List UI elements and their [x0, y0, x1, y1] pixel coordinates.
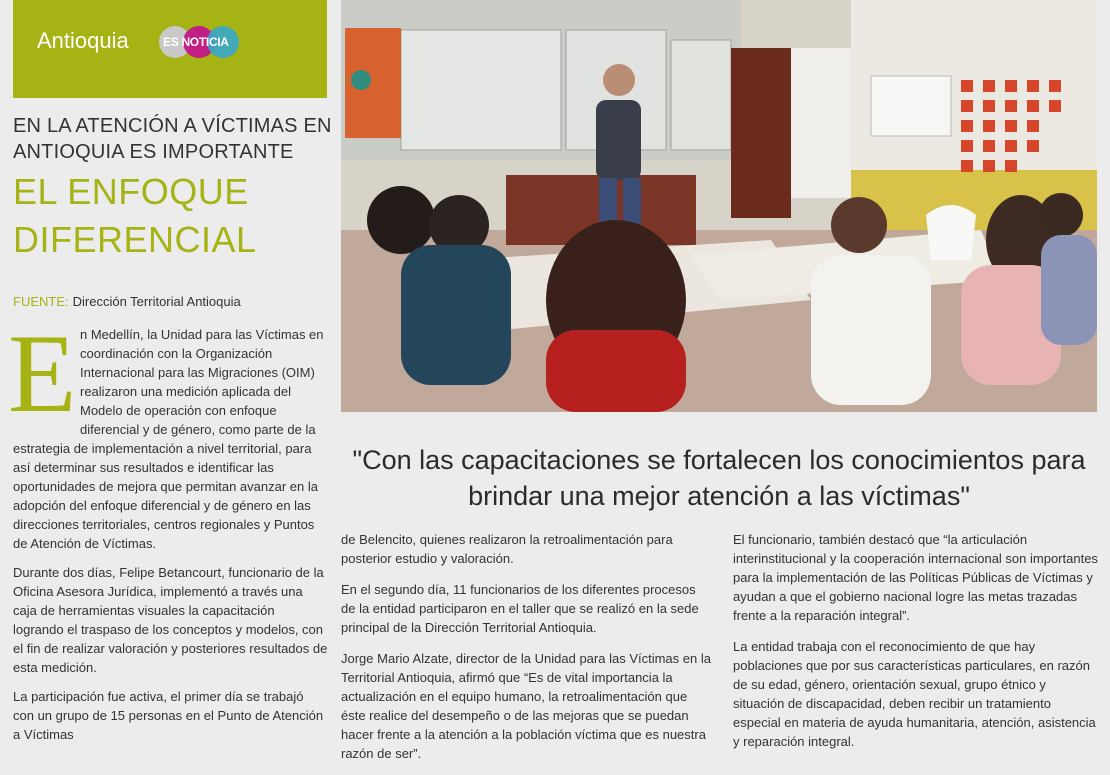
drop-cap: E	[8, 312, 77, 436]
article-headline: EL ENFOQUE DIFERENCIAL	[13, 171, 257, 260]
paragraph-3: La participación fue activa, el primer día se trabajó con un grupo de 15 personas en el Punto de Atención a Víctimas	[13, 689, 324, 742]
col2-paragraph-3: Jorge Mario Alzate, director de la Unidad para las Víctimas en la Territorial Antioquia, afirmó que “Es de vital importancia la actualización en el equipo humano, la retroalimentación que éste realice del desempeño o de las mejoras que se puedan hacer frente a la atención a la población víctima que es nuestra razón de ser”.	[341, 651, 711, 761]
source-value: Dirección Territorial Antioquia	[72, 294, 241, 309]
article-photo	[341, 0, 1097, 412]
article-source	[13, 294, 241, 309]
pull-quote: "Con las capacitaciones se fortalecen los conocimientos para brindar una mejor atención a las víctimas"	[352, 445, 1086, 511]
article-kicker: EN LA ATENCIÓN A VÍCTIMAS EN ANTIOQUIA ES IMPORTANTE	[13, 115, 332, 163]
col2-paragraph-1: de Belencito, quienes realizaron la retroalimentación para posterior estudio y valoración.	[341, 532, 673, 566]
col2-paragraph-2: En el segundo día, 11 funcionarios de los diferentes procesos de la entidad participaron en el taller que se realizó en la sede principal de la Dirección Territorial Antioquia.	[341, 582, 699, 635]
body-column-3	[733, 530, 1098, 763]
region-title: Antioquia	[37, 28, 129, 53]
classroom-photo-illustration	[341, 0, 1097, 412]
body-column-2	[341, 530, 711, 775]
logo-text: ES NOTICIA	[163, 35, 229, 49]
header-banner	[13, 0, 327, 98]
col3-paragraph-2: La entidad trabaja con el reconocimiento de que hay poblaciones que por sus características particulares, en razón de su edad, género, orientación sexual, grupo étnico y situación de discapacidad, deben recibir un tratamiento especial en materia de ayuda humanitaria, atención, asistencia y reparación integral.	[733, 639, 1096, 749]
col3-paragraph-1: El funcionario, también destacó que “la articulación interinstitucional y la cooperación internacional son importantes para la implementación de las Políticas Públicas de Víctimas y ayudan a que el gobierno nacional logre las metas trazadas frente a la reparación integral”.	[733, 532, 1098, 623]
paragraph-2: Durante dos días, Felipe Betancourt, funcionario de la Oficina Asesora Jurídica, implementó a través una caja de herramientas visuales la capacitación logrando el traspaso de los conceptos y modelos, con el fin de realizar valoración y posteriores resultados de esta medición.	[13, 565, 328, 675]
paragraph-1-continued: estrategia de implementación a nivel territorial, para así determinar sus resultados e identificar las oportunidades de mejora que permitan avanzar en la adopción del enfoque diferencial y de género en las direcciones territoriales, centros regionales y Puntos de Atención de Víctimas.	[13, 441, 318, 551]
es-noticia-logo	[159, 26, 243, 60]
paragraph-1-start: n Medellín, la Unidad para las Víctimas en coordinación con la Organización Internacional para las Migraciones (OIM) realizaron una medición aplicada del Modelo de operación con enfoque diferencial y de género, como parte de la	[80, 327, 324, 437]
source-label: FUENTE:	[13, 294, 69, 309]
